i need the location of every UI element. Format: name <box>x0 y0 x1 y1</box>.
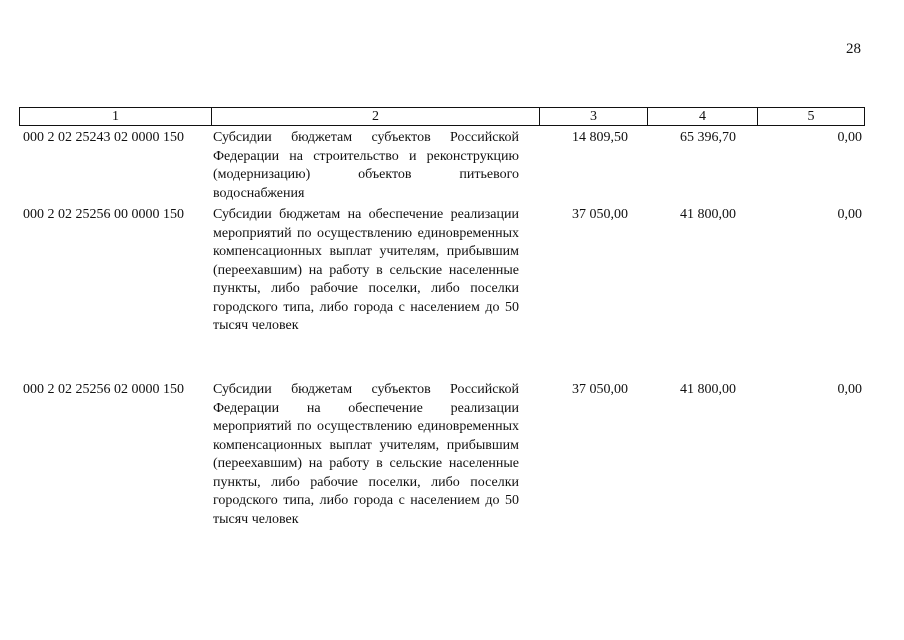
budget-code: 000 2 02 25243 02 0000 150 <box>23 130 184 145</box>
value-col-5: 0,00 <box>837 207 862 222</box>
value-col-4: 41 800,00 <box>680 207 736 222</box>
row-description: Субсидии бюджетам субъектов Российской Федерации на обеспечение реализации мероприятий по осуществлению единовременных компенсационных выплат учителям, прибывшим (переехавшим) на работу в сельские населенные пункты, либо рабочие поселки, либо поселки городского типа, либо города с населением до 50 тысяч человек <box>213 382 519 527</box>
value-col-5: 0,00 <box>837 130 862 145</box>
value-col-5: 0,00 <box>837 382 862 397</box>
budget-code: 000 2 02 25256 02 0000 150 <box>23 382 184 397</box>
value-col-3: 37 050,00 <box>572 207 628 222</box>
page-number: 28 <box>846 41 861 57</box>
value-col-4: 41 800,00 <box>680 382 736 397</box>
value-col-3: 37 050,00 <box>572 382 628 397</box>
header-col-3: 3 <box>539 107 647 126</box>
header-col-5: 5 <box>757 107 865 126</box>
budget-code: 000 2 02 25256 00 0000 150 <box>23 207 184 222</box>
value-col-4: 65 396,70 <box>680 130 736 145</box>
header-col-2: 2 <box>211 107 539 126</box>
row-description: Субсидии бюджетам на обеспечение реализации мероприятий по осуществлению единовременных компенсационных выплат учителям, прибывшим (переехавшим) на работу в сельские населенные пункты, либо рабочие поселки, либо поселки городского типа, либо города с населением до 50 тысяч человек <box>213 207 519 333</box>
header-col-4: 4 <box>647 107 757 126</box>
value-col-3: 14 809,50 <box>572 130 628 145</box>
table-header <box>19 107 865 126</box>
row-description: Субсидии бюджетам субъектов Российской Федерации на строительство и реконструкцию (модернизацию) объектов питьевого водоснабжения <box>213 130 519 201</box>
header-col-1: 1 <box>19 107 211 126</box>
